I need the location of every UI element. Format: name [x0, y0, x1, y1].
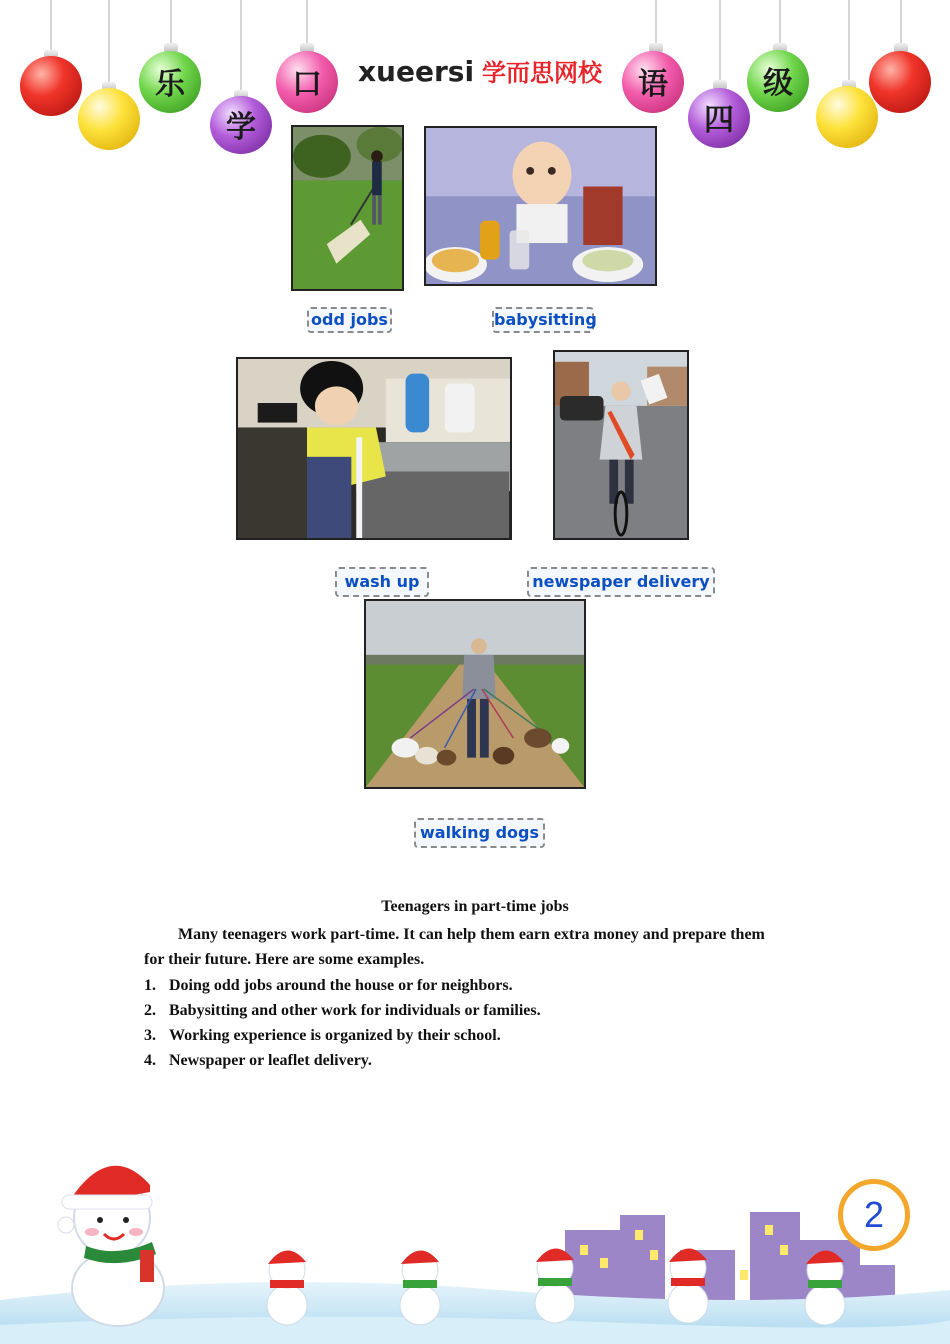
caption-babysitting: babysitting	[492, 307, 594, 333]
yellow-ornament-icon	[816, 86, 878, 148]
paragraph-line-2: for their future. Here are some examples.	[144, 951, 425, 968]
small-snowman-icon	[668, 1248, 708, 1323]
list-item: 4. Newspaper or leaflet delivery.	[144, 1052, 372, 1069]
caption-walking-dogs: walking dogs	[414, 818, 545, 848]
photo-babysitting	[424, 126, 657, 286]
list-item: 3. Working experience is organized by their school.	[144, 1027, 501, 1044]
photo-odd-jobs	[291, 125, 404, 291]
ornament-ji: 级	[747, 50, 809, 112]
list-item: 1. Doing odd jobs around the house or for neighbors.	[144, 977, 513, 994]
small-snowman-icon	[400, 1250, 440, 1325]
brand-logo	[358, 52, 602, 92]
photo-newspaper-delivery	[553, 350, 689, 540]
small-snowman-icon	[535, 1248, 575, 1323]
ornament-si: 四	[688, 88, 750, 148]
page-number: 2	[838, 1179, 910, 1251]
list-item: 2. Babysitting and other work for individuals or families.	[144, 1002, 541, 1019]
small-snowman-icon	[805, 1250, 845, 1325]
caption-odd-jobs: odd jobs	[307, 307, 392, 333]
small-snowman-icon	[267, 1250, 307, 1325]
photo-walking-dogs	[364, 599, 586, 789]
red-ornament-icon	[20, 56, 82, 116]
red-ornament-icon	[869, 51, 931, 113]
brand-name-cn: 学而思网校	[482, 59, 603, 87]
ornament-kou: 口	[276, 51, 338, 113]
article-title: Teenagers in part-time jobs	[381, 898, 569, 915]
article-paragraph	[144, 922, 808, 972]
yellow-ornament-icon	[78, 88, 140, 150]
ornament-xue: 学	[210, 96, 272, 154]
paragraph-line-1: Many teenagers work part-time. It can help them earn extra money and prepare them	[178, 926, 765, 943]
footer-snow-scene	[0, 1140, 950, 1344]
brand-name-en: xueersi	[358, 55, 475, 88]
caption-newspaper-delivery: newspaper delivery	[527, 567, 715, 597]
examples-list	[144, 973, 541, 1073]
ornament-le: 乐	[139, 51, 201, 113]
ornament-yu: 语	[622, 51, 684, 113]
photo-wash-up	[236, 357, 512, 540]
caption-wash-up: wash up	[335, 567, 429, 597]
